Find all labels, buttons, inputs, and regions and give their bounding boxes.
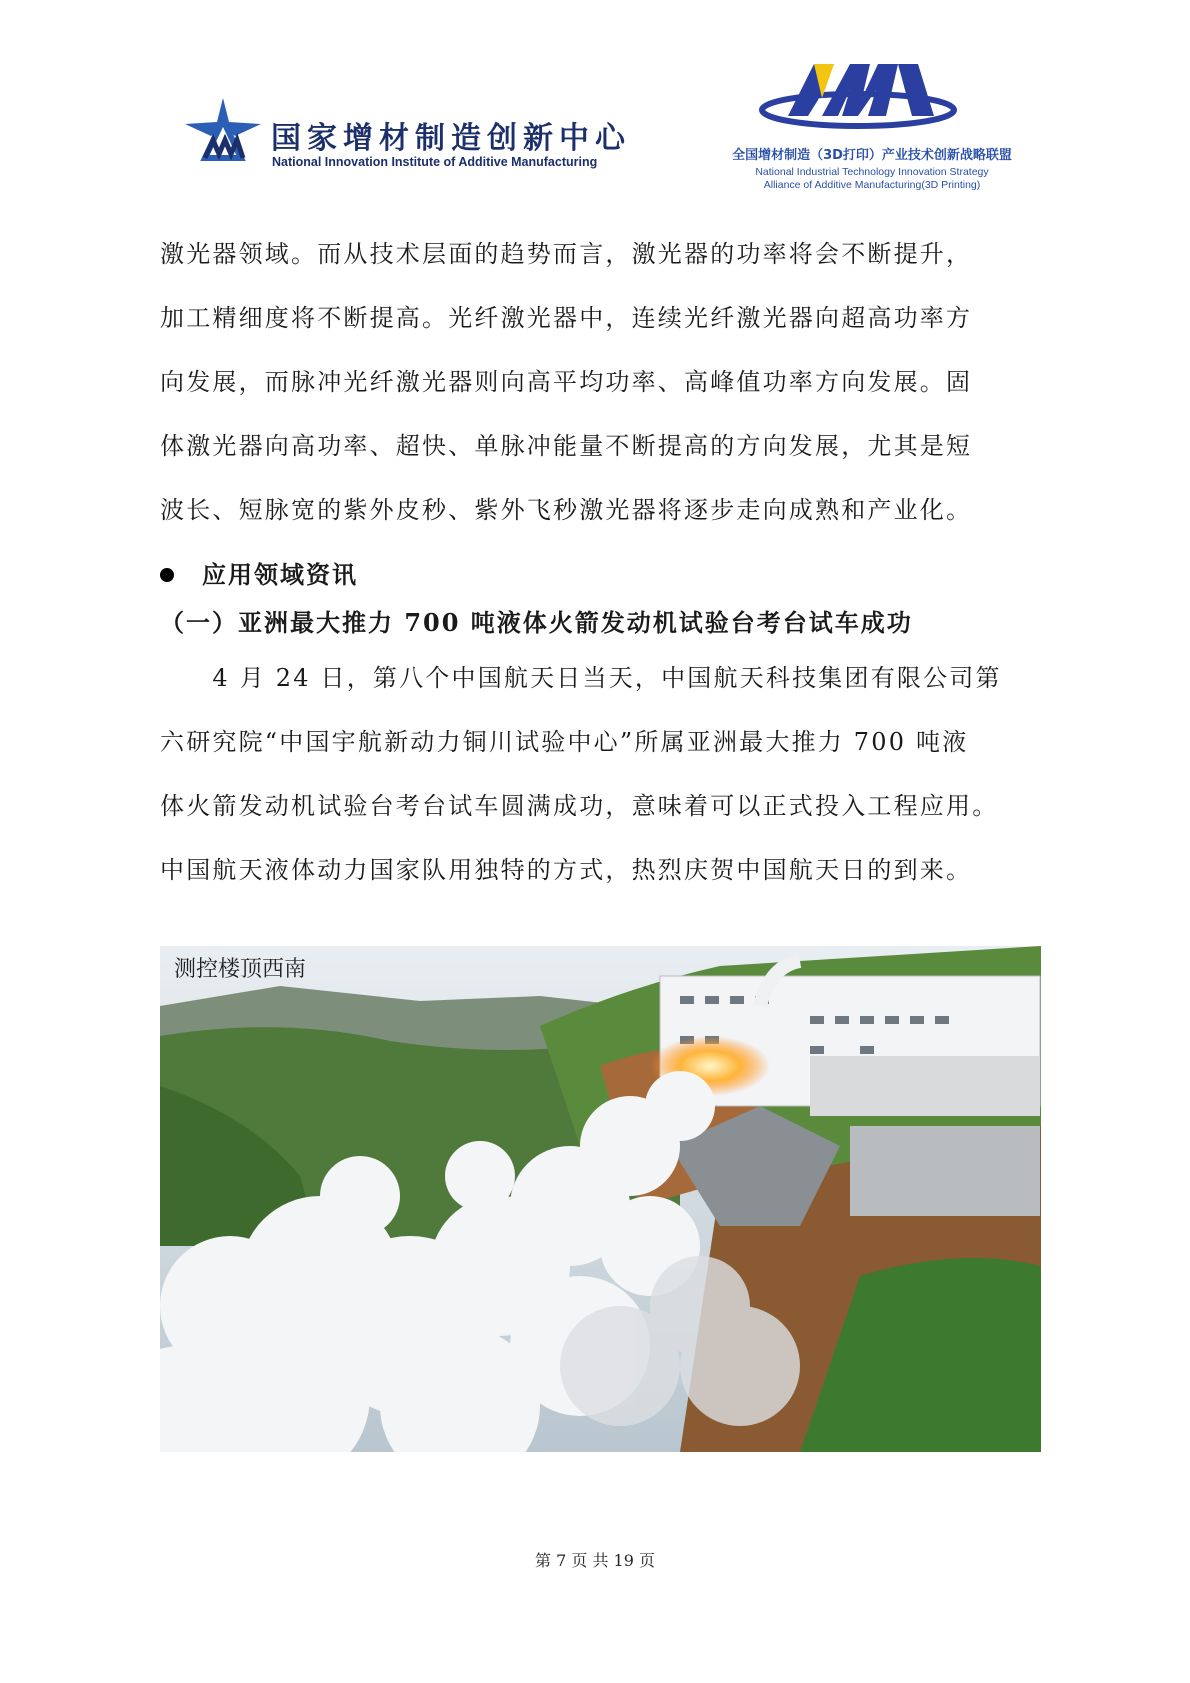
alliance-logo [712, 58, 1032, 198]
text-line: 4 月 24 日，第八个中国航天日当天，中国航天科技集团有限公司第 [160, 664, 1002, 692]
document-body [160, 222, 1040, 902]
nim-logo [183, 98, 631, 178]
star-triangle-logo-icon [183, 98, 263, 166]
section-paragraph [160, 646, 1040, 902]
text-line: 激光器领域。而从技术层面的趋势而言，激光器的功率将会不断提升， [160, 240, 973, 268]
am-alliance-logo-icon [758, 58, 958, 138]
text-line: 加工精细度将不断提高。光纤激光器中，连续光纤激光器向超高功率方 [160, 304, 973, 332]
page-footer: 第 7 页 共 19 页 [535, 1551, 655, 1570]
alliance-logo-title-en-1: National Industrial Technology Innovation Strategy [755, 166, 989, 178]
intro-paragraph [160, 222, 1040, 542]
section-title: （一）亚洲最大推力 700 吨液体火箭发动机试验台考台试车成功 [160, 608, 913, 637]
photo-illustration [160, 946, 1041, 1452]
text-line: 体火箭发动机试验台考台试车圆满成功，意味着可以正式投入工程应用。 [160, 792, 999, 820]
bullet-icon [160, 568, 174, 582]
bullet-heading [160, 550, 1040, 600]
photo-caption: 测控楼顶西南 [174, 957, 307, 982]
alliance-logo-title-cn: 全国增材制造（3D打印）产业技术创新战略联盟 [732, 148, 1012, 163]
text-line: 六研究院“中国宇航新动力铜川试验中心”所属亚洲最大推力 700 吨液 [160, 728, 969, 756]
nim-logo-title-en: National Innovation Institute of Additive Manufacturing [272, 155, 598, 169]
rocket-engine-test-photo [160, 946, 1041, 1452]
alliance-logo-title-en-2: Alliance of Additive Manufacturing(3D Printing) [763, 179, 981, 191]
text-line: 向发展，而脉冲光纤激光器则向高平均功率、高峰值功率方向发展。固 [160, 368, 973, 396]
page-header [0, 0, 1190, 200]
nim-logo-title-cn: 国家增材制造创新中心 [271, 121, 631, 156]
text-line: 波长、短脉宽的紫外皮秒、紫外飞秒激光器将逐步走向成熟和产业化。 [160, 496, 973, 524]
bullet-heading-text: 应用领域资讯 [202, 560, 358, 589]
text-line: 体激光器向高功率、超快、单脉冲能量不断提高的方向发展，尤其是短 [160, 432, 973, 460]
text-line: 中国航天液体动力国家队用独特的方式，热烈庆贺中国航天日的到来。 [160, 856, 973, 884]
